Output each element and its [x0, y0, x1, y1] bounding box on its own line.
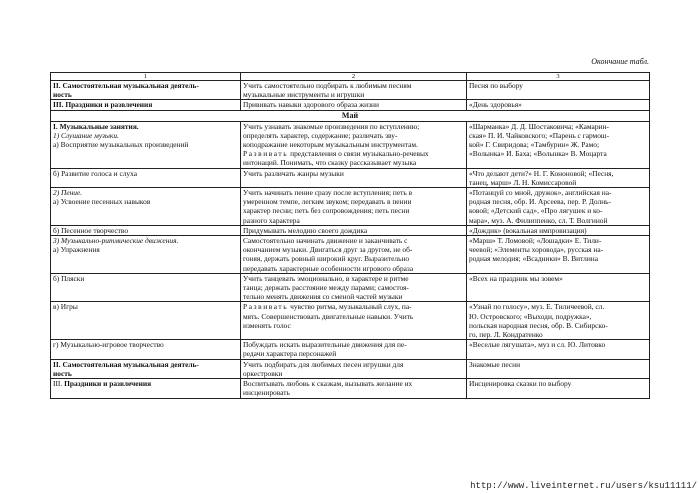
repertoire-line: ковой; «Детский сад», «Про лягушек и ко-	[469, 206, 603, 216]
section-title-line: ность	[53, 90, 72, 100]
repertoire-line: «Что делают дети?» Н. Г. Кононовой; «Песня,	[469, 168, 614, 178]
section-title	[51, 379, 241, 398]
column-number-3: 3	[467, 73, 650, 81]
task-cell	[241, 121, 467, 168]
task-line	[243, 302, 464, 311]
repertoire-line: чеевой; «Элементы хоровода», русская на-	[469, 245, 604, 255]
section-title: I. Музыкальные занятия.	[53, 121, 139, 131]
task-line: мять. Совершенствовать двигательные навыки. Учить	[243, 311, 414, 321]
task-cell	[241, 188, 467, 226]
task-line: окончанием музыки. Двигаться друг за другом, не об-	[243, 245, 413, 255]
activity-item: а) Усвоение песенных навыков	[53, 197, 151, 207]
task-text: чувство ритма, музыкальный слух, па-	[290, 302, 412, 312]
task-cell: Придумывать мелодию своего дождика	[241, 225, 467, 235]
section-number: III.	[53, 379, 63, 389]
repertoire-line: ская» П. И. Чайковского; «Парень с гармош-	[469, 130, 610, 140]
repertoire-cell	[467, 121, 650, 168]
repertoire-cell	[467, 188, 650, 226]
task-line: умеренном темпе, легким звуком; передавать в пении	[243, 197, 412, 207]
section-title-line: ность	[53, 368, 72, 378]
task-cell	[241, 236, 467, 274]
subsection-title: 3) Музыкально-ритмические движения.	[53, 236, 179, 246]
activity-item: в) Игры	[51, 302, 241, 340]
activity-cell	[51, 121, 241, 168]
task-cell	[241, 379, 467, 398]
table-row	[51, 359, 650, 378]
repertoire-line: «Потанцуй со мной, дружок», английская на-	[469, 188, 612, 198]
task-line: инсценировать	[243, 388, 290, 398]
table-row	[51, 236, 650, 274]
repertoire-line: го, пер. Л. Кондратенко	[469, 330, 543, 340]
activity-item: а) Восприятие музыкальных произведений	[53, 140, 189, 150]
repertoire-line: «Узнай по голосу», муз. Е. Тиличеевой, сл.	[469, 302, 605, 312]
repertoire-cell: «День здоровья»	[467, 100, 650, 110]
section-title	[51, 81, 241, 100]
subsection-title: 1) Слушание музыки.	[53, 130, 119, 140]
task-line: характер песни; петь без сопровождения; петь песни	[243, 206, 410, 216]
table-row	[51, 81, 650, 100]
task-line: Учить самостоятельно подбирать к любимым песням	[243, 81, 412, 90]
header-number-row	[51, 73, 650, 81]
repertoire-line: кой» Г. Свиридова; «Тамбурин» Ж. Рамо;	[469, 140, 600, 150]
repertoire-cell	[467, 236, 650, 274]
task-line: гоняя, держать ровный широкий круг. Выразительно	[243, 254, 410, 264]
task-line: передавать характерные особенности игрового образа	[243, 263, 414, 273]
task-line: Учить начинать пение сразу после вступления; петь в	[243, 188, 413, 198]
task-cell	[241, 359, 467, 378]
repertoire-cell: «Веселые лягушата», муз и сл. Ю. Литовко	[467, 340, 650, 359]
source-watermark-url[interactable]: http://www.liveinternet.ru/users/ksu11111/	[470, 481, 697, 491]
repertoire-line: танец, марш» Л. Н. Комиссаровой	[469, 177, 577, 187]
task-line: интонаций. Понимать, что сказку рассказывает музыка	[243, 158, 417, 168]
repertoire-line: мара», муз. А. Филиппенко, сл. Т. Волгиной	[469, 215, 608, 225]
table-row	[51, 100, 650, 110]
task-line: Учить танцевать эмоционально, в характере и ритме	[243, 273, 409, 283]
repertoire-cell: «Дождик» (вокальная импровизация)	[467, 225, 650, 235]
task-line: Воспитывать любовь к сказкам, вызывать желание их	[243, 379, 413, 389]
spaced-word: Развивать	[243, 149, 289, 159]
repertoire-line: родная мелодия; «Всадники» В. Витлина	[469, 254, 599, 264]
section-name: Праздники и развлечения	[64, 379, 152, 389]
task-cell: Прививать навыки здорового образа жизни	[241, 100, 467, 110]
task-line: тельно менять движения со сменой частей музыки	[243, 292, 403, 302]
activity-cell	[51, 236, 241, 274]
task-text: представления о связи музыкально-речевых	[290, 149, 429, 159]
activity-cell	[51, 188, 241, 226]
repertoire-line: Ю. Островского; «Выходи, подружка»,	[469, 311, 592, 321]
task-cell	[241, 81, 467, 100]
lesson-plan-table	[50, 72, 650, 399]
column-number-1: 1	[51, 73, 241, 81]
repertoire-cell: Знакомые песни	[467, 359, 650, 378]
repertoire-cell	[467, 81, 650, 100]
table-row	[51, 121, 650, 168]
activity-item: а) Упражнения	[53, 245, 100, 255]
repertoire-cell	[467, 302, 650, 340]
month-title: Май	[51, 110, 650, 121]
activity-item: б) Песенное творчество	[51, 225, 241, 235]
task-line: танца; держать расстояние между парами; самостоя-	[243, 283, 409, 293]
table-row	[51, 302, 650, 340]
section-title-line: II. Самостоятельная музыкальная деятель-	[53, 81, 199, 90]
repertoire-line: «Волынка» И. Баха; «Волынка» В. Моцарта	[469, 149, 607, 159]
month-row	[51, 110, 650, 121]
table-row	[51, 340, 650, 359]
task-line	[243, 149, 464, 158]
task-cell	[241, 340, 467, 359]
repertoire-cell: «Всех на праздник мы зовем»	[467, 273, 650, 302]
table-row	[51, 188, 650, 226]
task-line: коподражание некоторым музыкальным инструментам.	[243, 140, 418, 150]
task-line: Самостоятельно начинать движение и заканчивать с	[243, 236, 408, 246]
repertoire-line: польская народная песня, обр. В. Сибирско-	[469, 320, 608, 330]
task-line: оркестровки	[243, 368, 283, 378]
activity-item: б) Развитие голоса и слуха	[51, 168, 241, 187]
task-line: Учить подбирать для любимых песен игрушки для	[243, 359, 404, 369]
task-line: изменять голос	[243, 320, 291, 330]
repertoire-line: родная песня, обр. И. Арсеева, пер. Р. Долнь-	[469, 197, 612, 207]
repertoire-line: Песня по выбору	[469, 81, 523, 90]
task-cell	[241, 273, 467, 302]
spaced-word: Развивать	[243, 302, 289, 312]
table-caption: Окончание табл.	[591, 57, 649, 66]
task-cell: Учить различать жанры музыки	[241, 168, 467, 187]
activity-item: г) Музыкально-игровое творчество	[51, 340, 241, 359]
table-row	[51, 225, 650, 235]
repertoire-cell: Инсценировка сказки по выбору	[467, 379, 650, 398]
repertoire-cell	[467, 168, 650, 187]
repertoire-line: «Марш» Т. Ломовой; «Лошадки» Е. Тили-	[469, 236, 602, 246]
table-row	[51, 273, 650, 302]
repertoire-line: «Шарманка» Д. Д. Шостаковича; «Камарин-	[469, 121, 609, 131]
column-number-2: 2	[241, 73, 467, 81]
task-cell	[241, 302, 467, 340]
task-line: Побуждать искать выразительные движения для пе-	[243, 340, 407, 350]
activity-item: б) Пляски	[51, 273, 241, 302]
task-line: разного характера	[243, 215, 300, 225]
task-line: музыкальные инструменты и игрушки	[243, 90, 365, 100]
subsection-title: 2) Пение.	[53, 188, 83, 198]
section-title-line: II. Самостоятельная музыкальная деятель-	[53, 359, 199, 369]
section-title: III. Праздники и развлечения	[51, 100, 241, 110]
section-title	[51, 359, 241, 378]
task-line: редачи характера персонажей	[243, 349, 337, 359]
task-line: Учить узнавать знакомые произведения по вступлению;	[243, 121, 420, 131]
table-row	[51, 379, 650, 398]
table-row	[51, 168, 650, 187]
task-line: определять характер, содержание; различать зву-	[243, 130, 398, 140]
